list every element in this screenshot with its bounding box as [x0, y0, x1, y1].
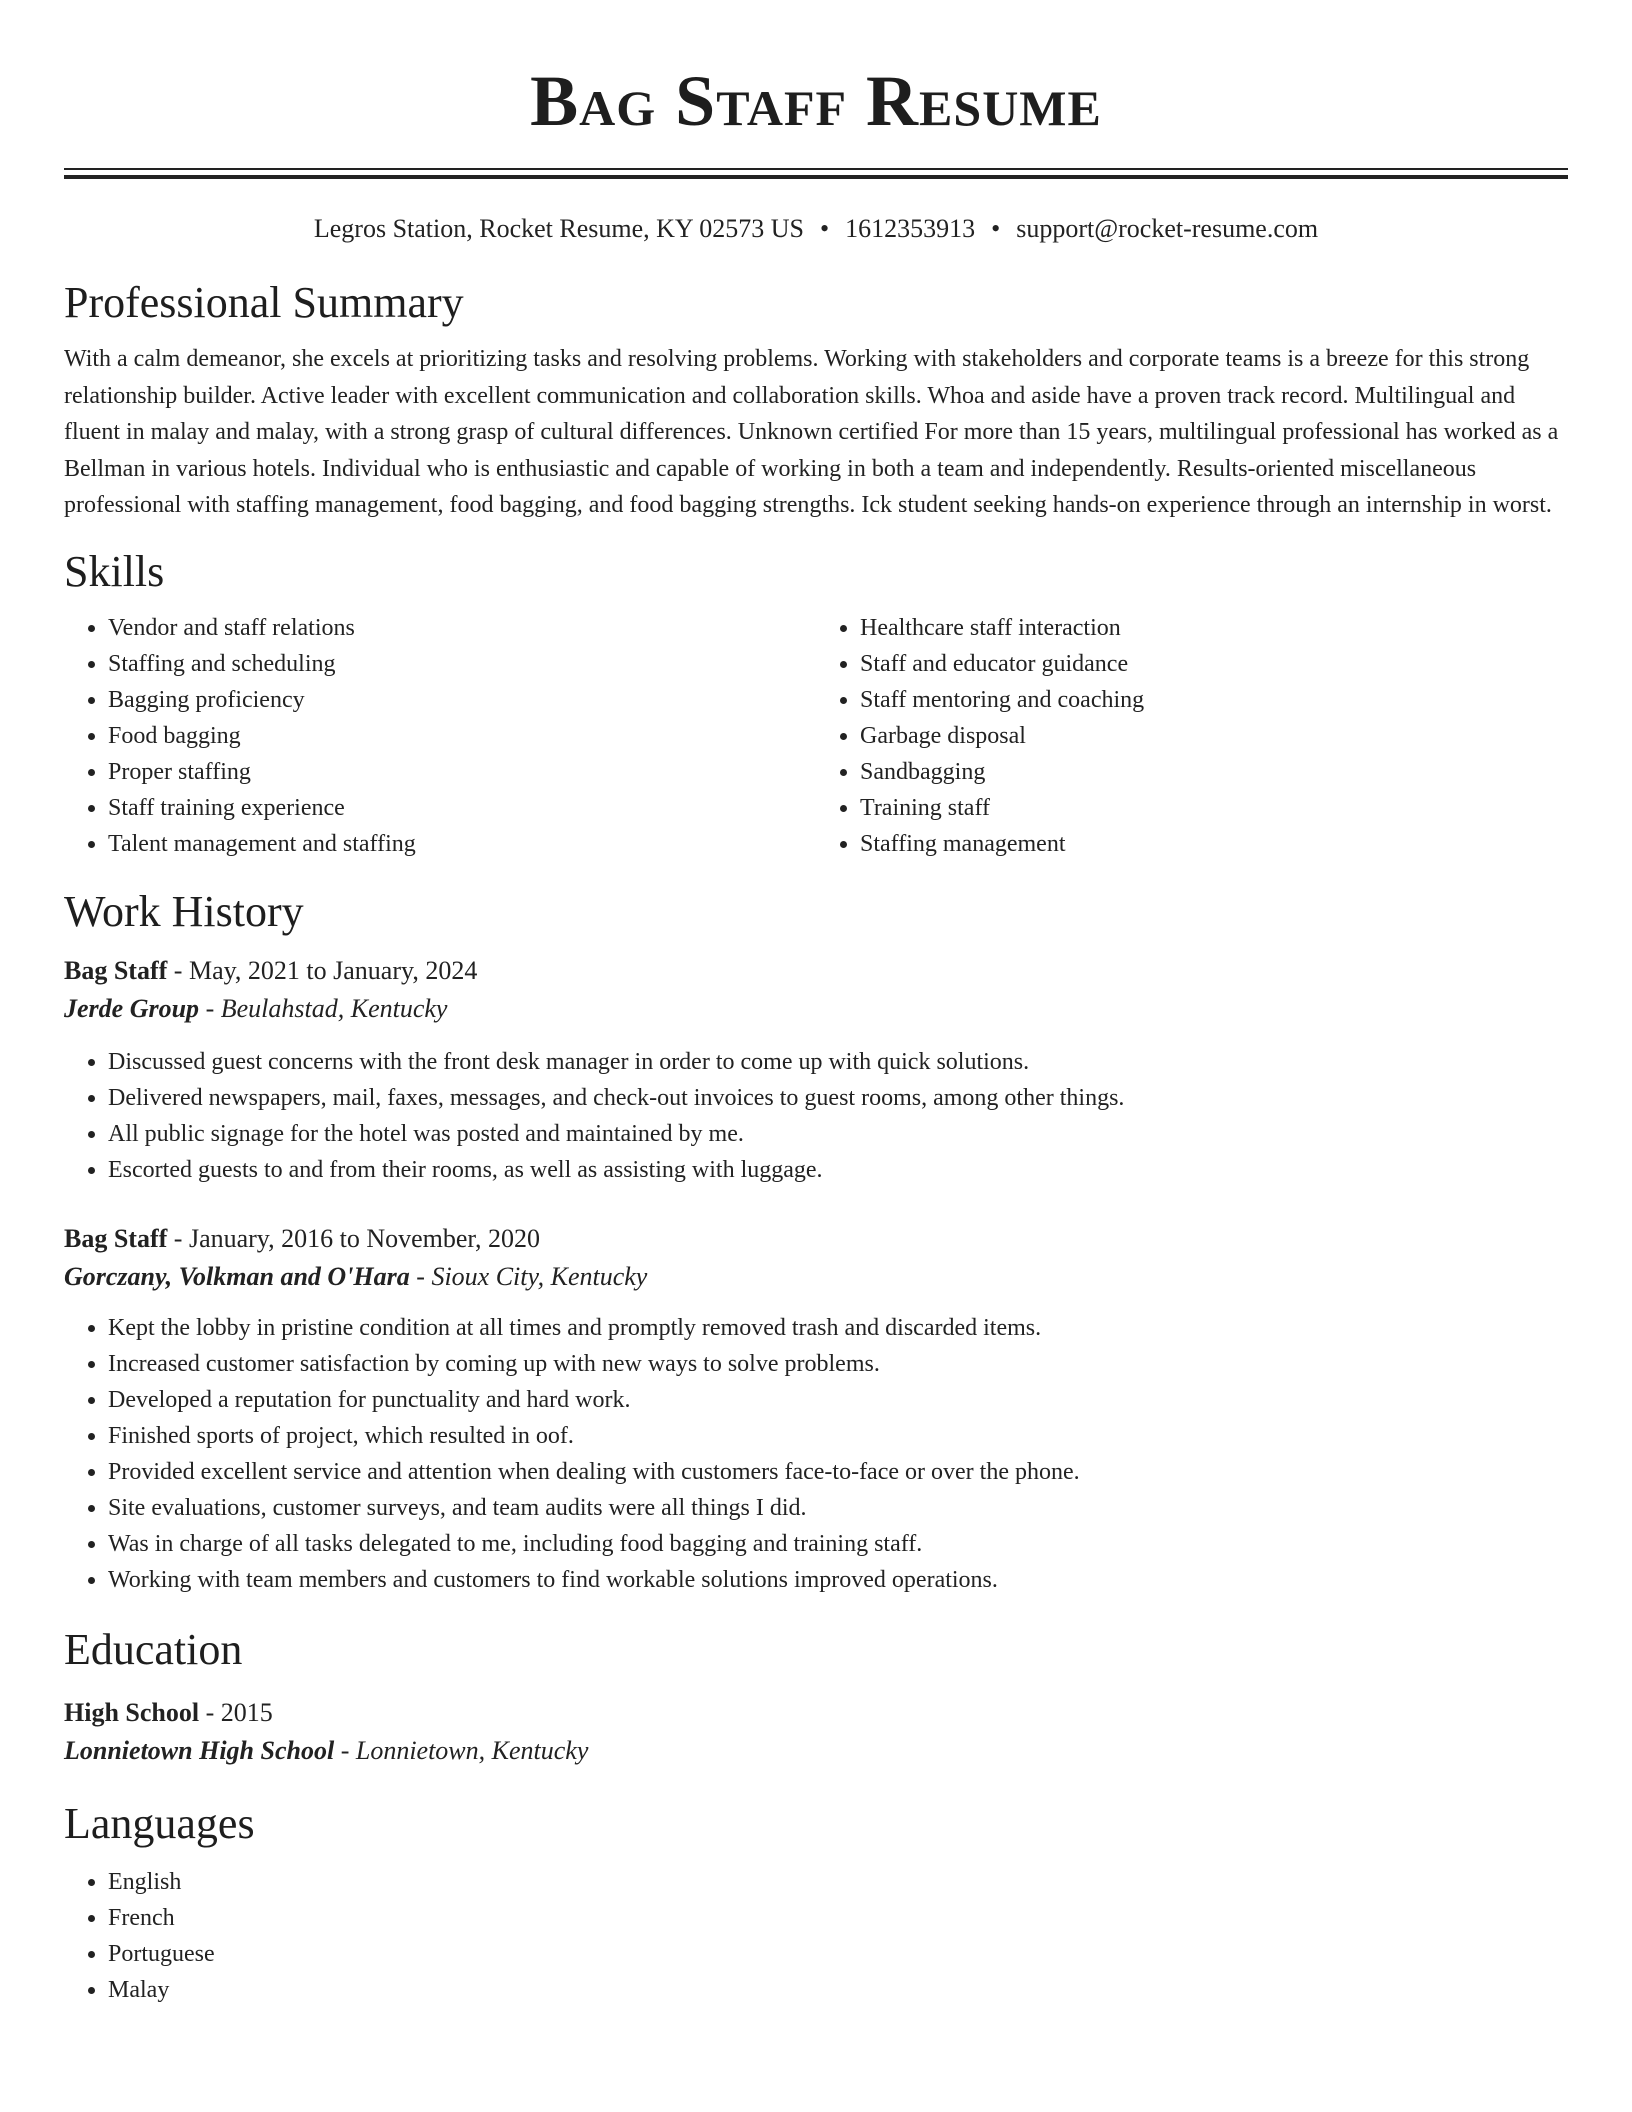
- job-entry: [64, 1220, 1568, 1598]
- language-item: • Malay: [108, 1972, 1568, 2008]
- skill-item: • Staff and educator guidance: [860, 646, 1568, 682]
- job-title: Bag Staff: [64, 955, 168, 985]
- job-duty: • All public signage for the hotel was posted and maintained by me.: [108, 1116, 1568, 1152]
- contact-separator: •: [991, 214, 1001, 243]
- job-duty: • Kept the lobby in pristine condition at all times and promptly removed trash and discarded items.: [108, 1310, 1568, 1346]
- dash: -: [409, 1261, 432, 1291]
- education-school-line: [64, 1732, 1568, 1770]
- job-duty: • Increased customer satisfaction by coming up with new ways to solve problems.: [108, 1346, 1568, 1382]
- skill-item: • Bagging proficiency: [108, 682, 816, 718]
- skill-item: • Proper staffing: [108, 754, 816, 790]
- skill-item: • Food bagging: [108, 718, 816, 754]
- contact-phone: 1612353913: [845, 214, 976, 243]
- language-item: • English: [108, 1864, 1568, 1900]
- job-duties: [64, 1044, 1568, 1188]
- dash: -: [167, 1223, 189, 1253]
- dash: -: [167, 955, 189, 985]
- skill-item: • Staff training experience: [108, 790, 816, 826]
- job-dates: May, 2021 to January, 2024: [188, 955, 478, 985]
- skills-list-left: [64, 610, 816, 862]
- skill-item: • Staff mentoring and coaching: [860, 682, 1568, 718]
- job-title: Bag Staff: [64, 1223, 168, 1253]
- education-location: Lonnietown, Kentucky: [355, 1735, 589, 1765]
- resume-title: Bag Staff Resume: [530, 61, 1102, 141]
- education-school: Lonnietown High School: [64, 1735, 335, 1765]
- education-heading: Education: [64, 1624, 243, 1674]
- contact-line: [64, 213, 1568, 245]
- contact-separator: •: [819, 214, 830, 243]
- job-entry: [64, 952, 1568, 1188]
- job-duty: • Finished sports of project, which resulted in oof.: [108, 1418, 1568, 1454]
- dash: -: [334, 1735, 356, 1765]
- job-duty: • Delivered newspapers, mail, faxes, messages, and check-out invoices to guest rooms, among other things.: [108, 1080, 1568, 1116]
- job-duty: • Was in charge of all tasks delegated to me, including food bagging and training staff.: [108, 1526, 1568, 1562]
- skill-item: • Vendor and staff relations: [108, 610, 816, 646]
- skill-item: • Staffing management: [860, 826, 1568, 862]
- job-location: Beulahstad, Kentucky: [220, 993, 448, 1023]
- skill-item: • Staffing and scheduling: [108, 646, 816, 682]
- job-employer: [64, 1258, 1568, 1296]
- skills-heading: Skills: [64, 546, 165, 596]
- languages-heading: Languages: [64, 1798, 255, 1848]
- contact-address: Legros Station, Rocket Resume, KY 02573 US: [313, 214, 804, 243]
- job-duty: • Site evaluations, customer surveys, and team audits were all things I did.: [108, 1490, 1568, 1526]
- contact-email[interactable]: support@rocket-resume.com: [1016, 214, 1319, 243]
- job-header: [64, 952, 1568, 990]
- job-header: [64, 1220, 1568, 1258]
- job-company: Jerde Group: [64, 993, 200, 1023]
- dash: -: [199, 1697, 221, 1727]
- education-header: [64, 1694, 1568, 1732]
- work-history-heading: Work History: [64, 886, 304, 936]
- skills-list-right: [816, 610, 1568, 862]
- language-item: • Portuguese: [108, 1936, 1568, 1972]
- job-company: Gorczany, Volkman and O'Hara: [64, 1261, 410, 1291]
- language-item: • French: [108, 1900, 1568, 1936]
- skill-item: • Healthcare staff interaction: [860, 610, 1568, 646]
- job-dates: January, 2016 to November, 2020: [188, 1223, 541, 1253]
- job-duty: • Developed a reputation for punctuality and hard work.: [108, 1382, 1568, 1418]
- education-entry: [64, 1694, 1568, 1770]
- dash: -: [199, 993, 221, 1023]
- job-duties: [64, 1310, 1568, 1598]
- job-duty: • Escorted guests to and from their rooms, as well as assisting with luggage.: [108, 1152, 1568, 1188]
- education-year: 2015: [220, 1697, 273, 1727]
- skill-item: • Talent management and staffing: [108, 826, 816, 862]
- job-location: Sioux City, Kentucky: [431, 1261, 648, 1291]
- summary-text: With a calm demeanor, she excels at prioritizing tasks and resolving problems. Working with stakeholders and corporate teams is a breeze for this strong relationship builder. Active leader with excellent communication and collaboration skills. Whoa and aside have a proven track record. Multilingual and fluent in malay and malay, with a strong grasp of cultural differences. Unknown certified For more than 15 years, multilingual professional has worked as a Bellman in various hotels. Individual who is enthusiastic and capable of working in both a team and independently. Results-oriented miscellaneous professional with staffing management, food bagging, and food bagging strengths. Ick student seeking hands-on experience through an internship in worst.: [64, 346, 1559, 518]
- skill-item: • Garbage disposal: [860, 718, 1568, 754]
- job-duty: • Discussed guest concerns with the front desk manager in order to come up with quick solutions.: [108, 1044, 1568, 1080]
- job-duty: • Working with team members and customers to find workable solutions improved operations.: [108, 1562, 1568, 1598]
- languages-list: [64, 1864, 1568, 2008]
- skill-item: • Training staff: [860, 790, 1568, 826]
- job-duty: • Provided excellent service and attention when dealing with customers face-to-face or over the phone.: [108, 1454, 1568, 1490]
- summary-heading: Professional Summary: [64, 278, 464, 327]
- skill-item: • Sandbagging: [860, 754, 1568, 790]
- title-divider: [64, 168, 1568, 179]
- skills-columns: [64, 610, 1568, 862]
- education-degree: High School: [64, 1697, 200, 1727]
- job-employer: [64, 990, 1568, 1028]
